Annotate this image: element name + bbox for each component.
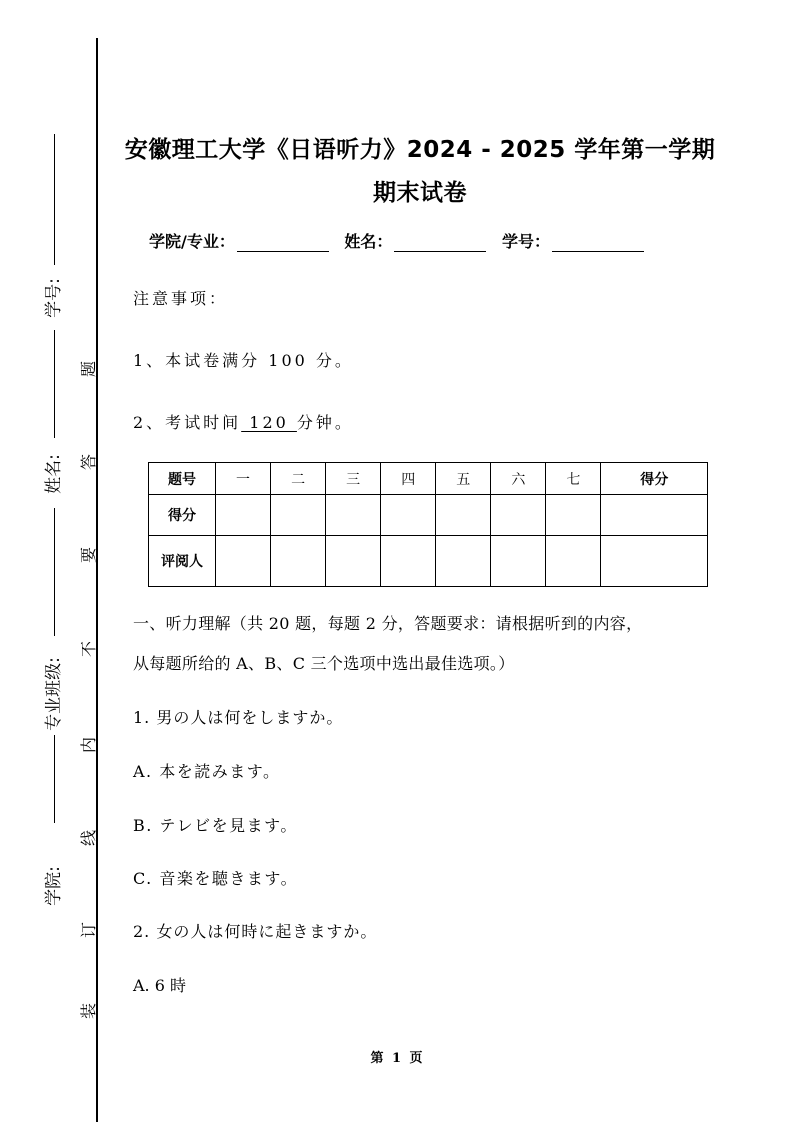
name-blank[interactable] (394, 235, 486, 252)
row-label-grader: 评阅人 (149, 536, 216, 587)
header-cell-section: 五 (436, 463, 491, 495)
seal-notice-char: 线 (79, 830, 98, 847)
exam-duration-value: 120 (241, 413, 297, 432)
grader-cell[interactable] (436, 536, 491, 587)
question-1-stem: 1. 男の人は何をしますか。 (133, 708, 344, 727)
student-id-blank[interactable] (552, 235, 644, 252)
question-1-option-c[interactable]: C. 音楽を聴きます。 (133, 869, 299, 888)
grader-cell[interactable] (491, 536, 546, 587)
score-table (148, 462, 708, 587)
field-line-segment (54, 508, 55, 636)
college-field-label: 学院: (44, 866, 64, 906)
seal-notice-char: 装 (79, 1003, 98, 1020)
question-2-option-a[interactable]: A. 6 時 (133, 976, 186, 995)
question-1-option-a[interactable]: A. 本を読みます。 (133, 762, 281, 781)
score-cell[interactable] (381, 495, 436, 536)
question-1-option-b[interactable]: B. テレビを見ます。 (133, 816, 298, 835)
section1-instructions-line2: 从每题所给的 A、B、C 三个选项中选出最佳选项。） (133, 654, 515, 673)
name-field-label: 姓名: (44, 454, 64, 494)
score-cell[interactable] (546, 495, 601, 536)
score-cell[interactable] (491, 495, 546, 536)
seal-notice-char: 内 (79, 737, 98, 754)
grader-cell[interactable] (271, 536, 326, 587)
score-cell[interactable] (271, 495, 326, 536)
header-cell-section: 七 (546, 463, 601, 495)
seal-notice-char: 订 (79, 922, 98, 939)
score-cell[interactable] (601, 495, 708, 536)
score-table-header-row (149, 463, 708, 495)
college-major-label: 学院/专业： (148, 232, 235, 251)
row-label-score: 得分 (149, 495, 216, 536)
seal-notice-char: 要 (79, 547, 98, 564)
grader-cell[interactable] (216, 536, 271, 587)
notes-heading: 注意事项： (133, 289, 229, 308)
student-info-row (0, 229, 793, 252)
exam-title-line1: 安徽理工大学《日语听力》2024 - 2025 学年第一学期 (124, 137, 716, 163)
grader-cell[interactable] (326, 536, 381, 587)
note-item-2-prefix: 2、考试时间 (133, 413, 242, 432)
exam-title-line2: 期末试卷 (373, 180, 467, 206)
page-number: 第 1 页 (370, 1051, 423, 1066)
header-cell-section: 二 (271, 463, 326, 495)
grader-cell[interactable] (546, 536, 601, 587)
student-id-field-label: 学号: (44, 278, 64, 318)
score-row (149, 495, 708, 536)
field-line-segment (54, 735, 55, 823)
note-item-2 (133, 410, 354, 433)
score-cell[interactable] (326, 495, 381, 536)
header-cell-section: 六 (491, 463, 546, 495)
student-id-label: 学号： (502, 232, 551, 251)
score-cell[interactable] (436, 495, 491, 536)
header-cell-section: 四 (381, 463, 436, 495)
seal-notice-char: 不 (79, 641, 98, 658)
seal-notice-char: 答 (79, 454, 98, 471)
seal-notice-char: 题 (79, 361, 98, 378)
note-item-2-suffix: 分钟。 (296, 413, 354, 432)
header-cell-question-number: 题号 (149, 463, 216, 495)
college-major-blank[interactable] (237, 235, 329, 252)
field-line-segment (54, 330, 55, 438)
section1-instructions-line1: 一、听力理解（共 20 题，每题 2 分，答题要求：请根据听到的内容， (133, 614, 643, 633)
note-item-1: 1、本试卷满分 100 分。 (133, 351, 354, 370)
question-2-stem: 2. 女の人は何時に起きますか。 (133, 922, 378, 941)
grader-row (149, 536, 708, 587)
grader-cell[interactable] (381, 536, 436, 587)
header-cell-section: 三 (326, 463, 381, 495)
grader-cell[interactable] (601, 536, 708, 587)
name-label: 姓名： (344, 232, 393, 251)
binding-line-main (96, 38, 98, 1122)
header-cell-total-score: 得分 (601, 463, 708, 495)
major-class-field-label: 专业班级: (44, 657, 64, 731)
score-cell[interactable] (216, 495, 271, 536)
header-cell-section: 一 (216, 463, 271, 495)
